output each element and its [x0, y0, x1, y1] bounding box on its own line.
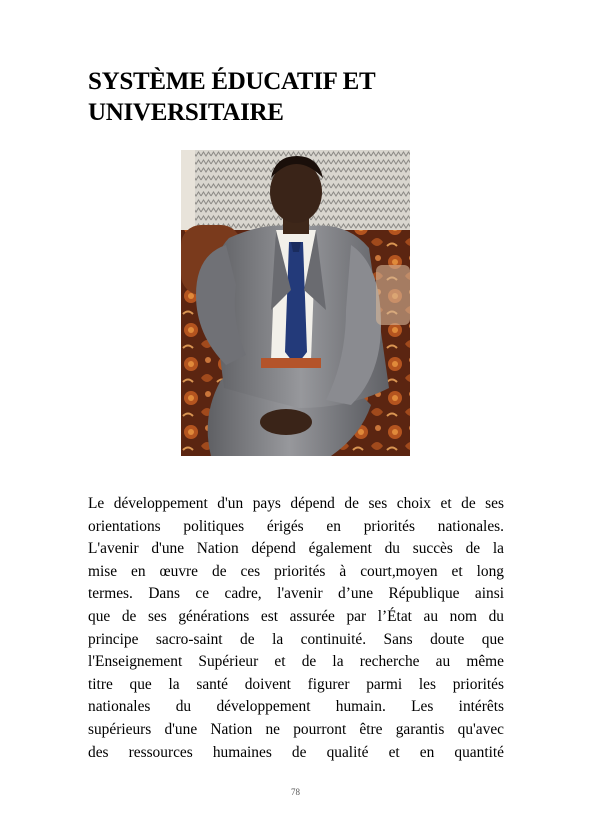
paragraph-line: nationales du développement humain. Les intérêts — [88, 698, 504, 716]
paragraph-line: principe sacro-saint de la continuité. Sans doute que — [88, 630, 504, 648]
paragraph-line: que de ses générations est assurée par l’État au nom du — [88, 607, 504, 625]
paragraph-line: Le développement d'un pays dépend de ses choix et de ses — [88, 495, 504, 512]
portrait-photo — [181, 150, 410, 456]
title-line-2: UNIVERSITAIRE — [88, 99, 284, 126]
page-title — [88, 66, 508, 128]
page-number: 78 — [291, 787, 300, 797]
paragraph-line: L'avenir d'une Nation dépend également du succès de la — [88, 540, 504, 558]
paragraph-line: des ressources humaines de qualité et en quantité — [88, 743, 504, 761]
paragraph-line: termes. Dans ce cadre, l'avenir d’une République ainsi — [88, 585, 504, 603]
paragraph-line: l'Enseignement Supérieur et de la recherche au même — [88, 653, 504, 671]
paragraph-line: supérieurs d'une Nation ne pourront être garantis qu'avec — [88, 720, 504, 738]
paragraph-line: mise en œuvre de ces priorités à court,moyen et long — [88, 562, 504, 580]
paragraph-line: titre que la santé doivent figurer parmi les priorités — [88, 675, 504, 693]
title-line-1: SYSTÈME ÉDUCATIF ET — [88, 68, 376, 95]
main-paragraph — [88, 493, 504, 764]
paragraph-line: orientations politiques érigés en priorités nationales. — [88, 517, 504, 535]
